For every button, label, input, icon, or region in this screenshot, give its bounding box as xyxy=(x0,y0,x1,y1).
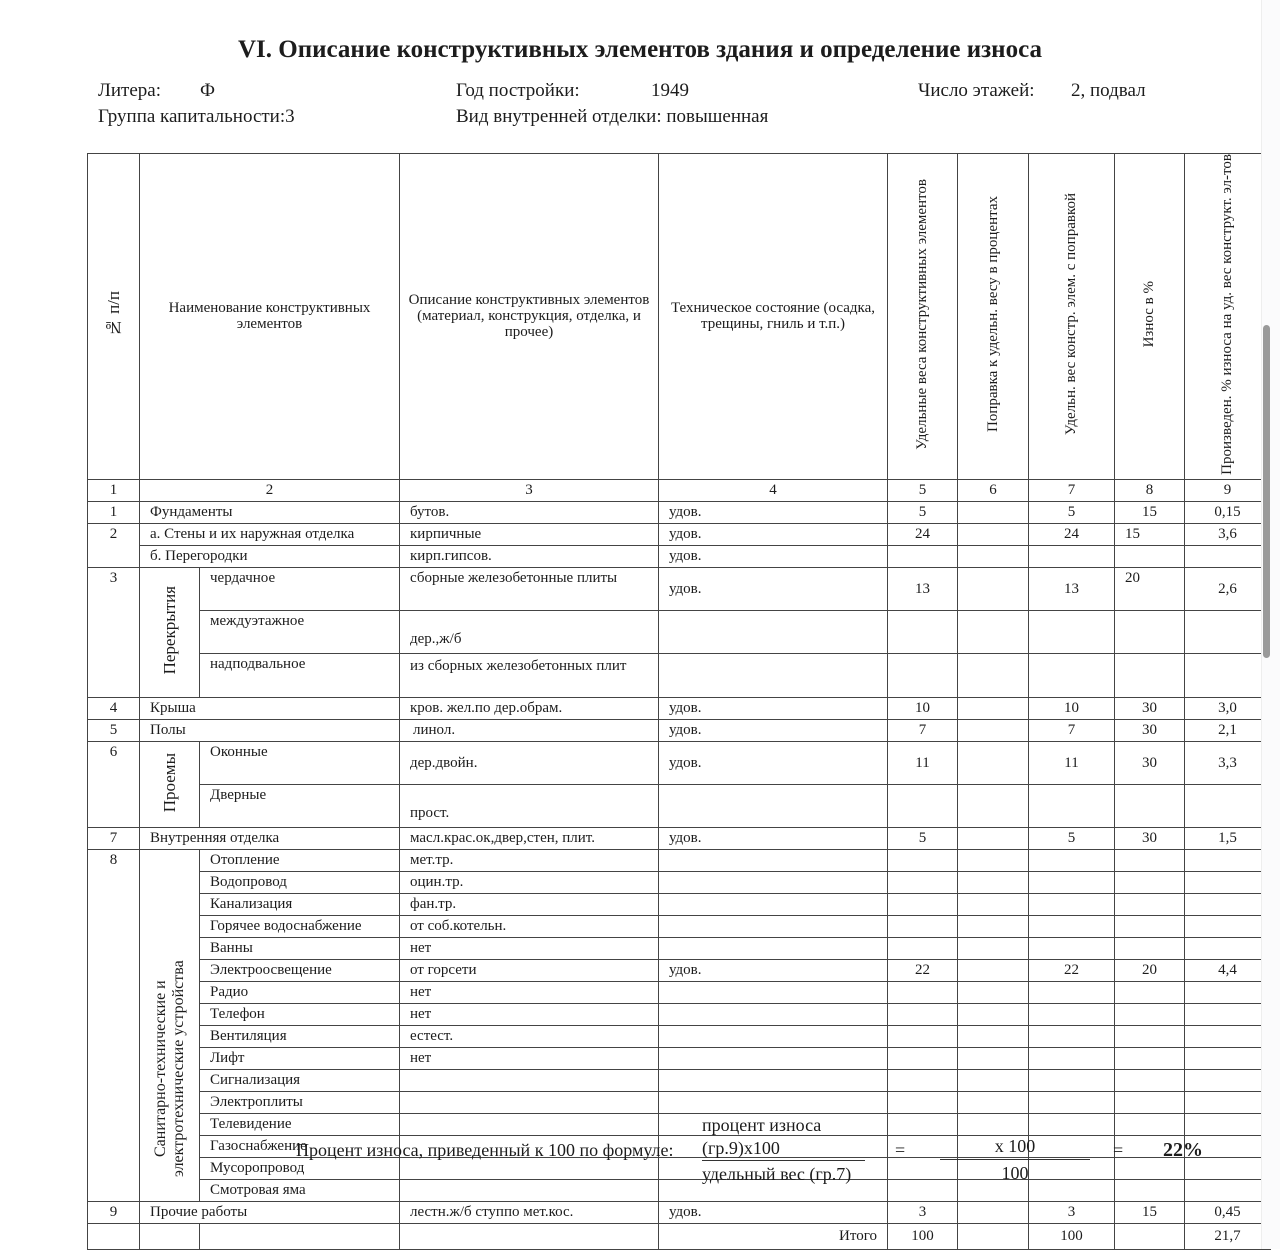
element-wear: 15 xyxy=(1115,523,1185,545)
table-row xyxy=(88,959,1271,981)
element-description: от соб.котельн. xyxy=(400,915,659,937)
empty-cell xyxy=(888,981,958,1003)
empty-cell xyxy=(1115,1025,1185,1047)
element-product: 3,0 xyxy=(1185,697,1271,719)
empty-cell xyxy=(958,1091,1029,1113)
empty-cell xyxy=(1185,849,1271,871)
empty-cell xyxy=(659,1025,888,1047)
empty-cell xyxy=(1029,981,1115,1003)
element-weight-corrected: 5 xyxy=(1029,827,1115,849)
element-weight: 22 xyxy=(888,959,958,981)
empty-cell xyxy=(958,915,1029,937)
element-description: нет xyxy=(400,937,659,959)
table-row xyxy=(88,915,1271,937)
empty-cell xyxy=(140,1223,200,1249)
total-weight-corrected: 100 xyxy=(1029,1223,1115,1249)
elements-table xyxy=(87,153,1271,1250)
empty-cell xyxy=(1115,1091,1185,1113)
header-name: Наименование конструктивных элементов xyxy=(140,154,400,480)
table-row xyxy=(88,719,1271,741)
element-description: нет xyxy=(400,981,659,1003)
empty-cell xyxy=(659,893,888,915)
table-row xyxy=(88,893,1271,915)
element-correction xyxy=(958,697,1029,719)
element-weight-corrected: 24 xyxy=(1029,523,1115,545)
table-row xyxy=(88,653,1271,697)
empty-cell xyxy=(1029,653,1115,697)
empty-cell xyxy=(1185,784,1271,827)
empty-cell xyxy=(1115,893,1185,915)
table-row xyxy=(88,937,1271,959)
element-condition: удов. xyxy=(659,501,888,523)
element-correction xyxy=(958,719,1029,741)
empty-cell xyxy=(1115,784,1185,827)
empty-cell xyxy=(1185,981,1271,1003)
empty-cell xyxy=(958,871,1029,893)
element-description: фан.тр. xyxy=(400,893,659,915)
colnum: 4 xyxy=(659,479,888,501)
empty-cell xyxy=(888,1025,958,1047)
table-row xyxy=(88,1047,1271,1069)
litera-value: Ф xyxy=(200,80,216,101)
empty-cell xyxy=(1115,545,1185,567)
empty-cell xyxy=(1185,1047,1271,1069)
empty-cell xyxy=(1029,849,1115,871)
empty-cell xyxy=(1029,610,1115,653)
row-num: 5 xyxy=(88,719,140,741)
element-wear: 15 xyxy=(1115,1201,1185,1223)
table-row xyxy=(88,501,1271,523)
empty-cell xyxy=(659,937,888,959)
element-correction xyxy=(958,827,1029,849)
element-name: Крыша xyxy=(140,697,400,719)
colnum: 1 xyxy=(88,479,140,501)
element-product: 3,6 xyxy=(1185,523,1271,545)
empty-cell xyxy=(1029,1069,1115,1091)
element-name: Прочие работы xyxy=(140,1201,400,1223)
litera-label: Литера: xyxy=(98,80,162,101)
table-row xyxy=(88,871,1271,893)
empty-cell xyxy=(1115,653,1185,697)
empty-cell xyxy=(1029,784,1115,827)
element-description: нет xyxy=(400,1047,659,1069)
table-row xyxy=(88,1135,1271,1157)
empty-cell xyxy=(1115,937,1185,959)
formula-label: Процент износа, приведенный к 100 по формуле: xyxy=(296,1140,674,1160)
colnum: 8 xyxy=(1115,479,1185,501)
element-wear: 20 xyxy=(1115,567,1185,610)
element-description: дер.двойн. xyxy=(400,741,659,784)
table-row xyxy=(88,1201,1271,1223)
element-name: Полы xyxy=(140,719,400,741)
element-name: Мусоропровод xyxy=(200,1157,400,1179)
header-description: Описание конструктивных элементов (материал, конструкция, отделка, и прочее) xyxy=(400,154,659,480)
table-row xyxy=(88,545,1271,567)
empty-cell xyxy=(659,871,888,893)
formula-mid-numerator: х 100 xyxy=(994,1136,1036,1156)
empty-cell xyxy=(1115,915,1185,937)
empty-cell xyxy=(1185,915,1271,937)
element-name: междуэтажное xyxy=(200,610,400,653)
empty-cell xyxy=(958,849,1029,871)
element-name: Ванны xyxy=(200,937,400,959)
element-wear: 30 xyxy=(1115,719,1185,741)
element-description: естест. xyxy=(400,1025,659,1047)
empty-cell xyxy=(1185,1025,1271,1047)
empty-cell xyxy=(958,610,1029,653)
element-description: масл.крас.ок,двер,стен, плит. xyxy=(400,827,659,849)
element-description: от горсети xyxy=(400,959,659,981)
element-name: Внутренняя отделка xyxy=(140,827,400,849)
empty-cell xyxy=(659,915,888,937)
element-description xyxy=(400,1091,659,1113)
element-name: Канализация xyxy=(200,893,400,915)
element-name: Фундаменты xyxy=(140,501,400,523)
empty-cell xyxy=(1029,1025,1115,1047)
empty-cell xyxy=(1185,610,1271,653)
table-row xyxy=(88,1113,1271,1135)
element-name: Газоснабжение xyxy=(200,1135,400,1157)
element-weight-corrected: 11 xyxy=(1029,741,1115,784)
formula-denominator: удельный вес (гр.7) xyxy=(702,1164,852,1184)
empty-cell xyxy=(888,784,958,827)
element-description xyxy=(400,1069,659,1091)
element-weight: 10 xyxy=(888,697,958,719)
table-row xyxy=(88,1179,1271,1201)
element-weight-corrected: 22 xyxy=(1029,959,1115,981)
colnum: 3 xyxy=(400,479,659,501)
table-row xyxy=(88,981,1271,1003)
row-num: 2 xyxy=(88,523,140,567)
table-row xyxy=(88,1069,1271,1091)
element-product: 0,45 xyxy=(1185,1201,1271,1223)
empty-cell xyxy=(1115,1113,1185,1135)
empty-cell xyxy=(1115,1223,1185,1249)
element-product: 2,1 xyxy=(1185,719,1271,741)
element-name: Телефон xyxy=(200,1003,400,1025)
table-row xyxy=(88,1003,1271,1025)
element-wear: 30 xyxy=(1115,741,1185,784)
element-name: Радио xyxy=(200,981,400,1003)
empty-cell xyxy=(1115,1047,1185,1069)
empty-cell xyxy=(958,653,1029,697)
empty-cell xyxy=(1185,653,1271,697)
empty-cell xyxy=(659,1047,888,1069)
empty-cell xyxy=(1185,937,1271,959)
empty-cell xyxy=(659,784,888,827)
element-weight: 11 xyxy=(888,741,958,784)
header-product: Произведен. % износа на уд. вес конструкт. эл-тов xyxy=(1185,154,1271,480)
element-name: чердачное xyxy=(200,567,400,610)
empty-cell xyxy=(888,1113,958,1135)
element-name: Водопровод xyxy=(200,871,400,893)
empty-cell xyxy=(1185,893,1271,915)
column-numbers-row xyxy=(88,479,1271,501)
empty-cell xyxy=(659,981,888,1003)
element-condition: удов. xyxy=(659,523,888,545)
element-description: кирп.гипсов. xyxy=(400,545,659,567)
element-correction xyxy=(958,1201,1029,1223)
element-name: Отопление xyxy=(200,849,400,871)
table-row xyxy=(88,827,1271,849)
empty-cell xyxy=(659,1069,888,1091)
empty-cell xyxy=(958,1069,1029,1091)
element-description: кров. жел.по дер.обрам. xyxy=(400,697,659,719)
empty-cell xyxy=(958,1223,1029,1249)
table-row xyxy=(88,1025,1271,1047)
header-wear: Износ в % xyxy=(1115,154,1185,480)
element-wear: 30 xyxy=(1115,697,1185,719)
empty-cell xyxy=(1115,1069,1185,1091)
element-condition: удов. xyxy=(659,741,888,784)
element-name: Сигнализация xyxy=(200,1069,400,1091)
table-row xyxy=(88,1091,1271,1113)
empty-cell xyxy=(1115,849,1185,871)
element-condition: удов. xyxy=(659,567,888,610)
element-product: 0,15 xyxy=(1185,501,1271,523)
floors-value: 2, подвал xyxy=(1071,80,1146,101)
element-weight: 24 xyxy=(888,523,958,545)
empty-cell xyxy=(659,1003,888,1025)
empty-cell xyxy=(1115,1179,1185,1201)
group-label-openings: Проемы xyxy=(140,741,200,827)
finish-type: Вид внутренней отделки: повышенная xyxy=(456,106,769,127)
empty-cell xyxy=(1029,937,1115,959)
element-name: а. Стены и их наружная отделка xyxy=(140,523,400,545)
row-num: 4 xyxy=(88,697,140,719)
element-name: Вентиляция xyxy=(200,1025,400,1047)
empty-cell xyxy=(1029,1003,1115,1025)
header-condition: Техническое состояние (осадка, трещины, гниль и т.п.) xyxy=(659,154,888,480)
element-weight-corrected: 10 xyxy=(1029,697,1115,719)
element-weight: 5 xyxy=(888,827,958,849)
empty-cell xyxy=(1029,893,1115,915)
empty-cell xyxy=(659,653,888,697)
empty-cell xyxy=(1185,1003,1271,1025)
empty-cell xyxy=(958,1003,1029,1025)
empty-cell xyxy=(1115,981,1185,1003)
element-description: нет xyxy=(400,1003,659,1025)
table-row xyxy=(88,567,1271,610)
empty-cell xyxy=(1115,1003,1185,1025)
empty-cell xyxy=(1029,1047,1115,1069)
total-weight: 100 xyxy=(888,1223,958,1249)
empty-cell xyxy=(1185,1179,1271,1201)
formula-numerator-top: процент износа xyxy=(702,1115,822,1135)
table-row xyxy=(88,849,1271,871)
element-condition: удов. xyxy=(659,719,888,741)
empty-cell xyxy=(888,1069,958,1091)
empty-cell xyxy=(200,1223,400,1249)
element-name: б. Перегородки xyxy=(140,545,400,567)
element-product: 4,4 xyxy=(1185,959,1271,981)
empty-cell xyxy=(958,893,1029,915)
element-description: оцин.тр. xyxy=(400,871,659,893)
element-name: Оконные xyxy=(200,741,400,784)
empty-cell xyxy=(958,1047,1029,1069)
colnum: 6 xyxy=(958,479,1029,501)
element-description xyxy=(400,1113,659,1135)
element-product: 3,3 xyxy=(1185,741,1271,784)
colnum: 9 xyxy=(1185,479,1271,501)
element-weight: 5 xyxy=(888,501,958,523)
element-correction xyxy=(958,523,1029,545)
empty-cell xyxy=(1029,1113,1115,1135)
empty-cell xyxy=(888,871,958,893)
element-weight: 7 xyxy=(888,719,958,741)
header-row xyxy=(88,154,1271,480)
empty-cell xyxy=(1185,871,1271,893)
empty-cell xyxy=(958,784,1029,827)
empty-cell xyxy=(659,1091,888,1113)
empty-cell xyxy=(1185,1091,1271,1113)
element-condition: удов. xyxy=(659,959,888,981)
element-description: кирпичные xyxy=(400,523,659,545)
empty-cell xyxy=(888,1047,958,1069)
empty-cell xyxy=(1029,915,1115,937)
empty-cell xyxy=(958,545,1029,567)
element-product: 1,5 xyxy=(1185,827,1271,849)
element-wear: 20 xyxy=(1115,959,1185,981)
empty-cell xyxy=(1185,1069,1271,1091)
element-name: Телевидение xyxy=(200,1113,400,1135)
element-weight-corrected: 7 xyxy=(1029,719,1115,741)
element-description: из сборных железобетонных плит xyxy=(400,653,659,697)
element-description: прост. xyxy=(400,784,659,827)
empty-cell xyxy=(1029,1091,1115,1113)
element-weight-corrected: 13 xyxy=(1029,567,1115,610)
row-num: 3 xyxy=(88,567,140,697)
element-condition: удов. xyxy=(659,545,888,567)
floors-label: Число этажей: xyxy=(918,80,1035,101)
total-label: Итого xyxy=(659,1223,888,1249)
empty-cell xyxy=(1029,871,1115,893)
empty-cell xyxy=(958,981,1029,1003)
equals-sign: = xyxy=(895,1140,906,1160)
element-product: 2,6 xyxy=(1185,567,1271,610)
empty-cell xyxy=(958,959,1029,981)
formula-mid-denominator: 100 xyxy=(1001,1163,1029,1183)
row-num: 1 xyxy=(88,501,140,523)
header-correction: Поправка к удельн. весу в процентах xyxy=(958,154,1029,480)
colnum: 7 xyxy=(1029,479,1115,501)
formula-numerator: (гр.9)х100 xyxy=(702,1138,780,1158)
formula-result: 22% xyxy=(1163,1139,1203,1161)
element-weight: 3 xyxy=(888,1201,958,1223)
empty-cell xyxy=(1185,545,1271,567)
empty-cell xyxy=(888,1091,958,1113)
header-num: № п/п xyxy=(88,154,140,480)
element-name: надподвальное xyxy=(200,653,400,697)
group-label-floors-slab: Перекрытия xyxy=(140,567,200,697)
row-num: 6 xyxy=(88,741,140,827)
table-row xyxy=(88,784,1271,827)
empty-cell xyxy=(888,915,958,937)
empty-cell xyxy=(888,937,958,959)
table-row xyxy=(88,523,1271,545)
element-correction xyxy=(958,741,1029,784)
element-description: мет.тр. xyxy=(400,849,659,871)
element-weight-corrected: 3 xyxy=(1029,1201,1115,1223)
row-num: 9 xyxy=(88,1201,140,1223)
empty-cell xyxy=(888,545,958,567)
element-weight: 13 xyxy=(888,567,958,610)
year-label: Год постройки: xyxy=(456,80,580,101)
element-condition: удов. xyxy=(659,1201,888,1223)
element-name: Смотровая яма xyxy=(200,1179,400,1201)
empty-cell xyxy=(888,1003,958,1025)
element-description: дер.,ж/б xyxy=(400,610,659,653)
table-row xyxy=(88,741,1271,784)
element-wear: 30 xyxy=(1115,827,1185,849)
fraction-line xyxy=(702,1160,865,1161)
empty-cell xyxy=(1185,1113,1271,1135)
element-name: Электроплиты xyxy=(200,1091,400,1113)
group-label-engineering: Санитарно-технические и электротехнические устройства xyxy=(140,849,200,1201)
empty-cell xyxy=(1115,871,1185,893)
engineering-section xyxy=(88,849,1271,1201)
colnum: 5 xyxy=(888,479,958,501)
element-description: бутов. xyxy=(400,501,659,523)
element-weight-corrected: 5 xyxy=(1029,501,1115,523)
header-weight: Удельные веса конструктивных элементов xyxy=(888,154,958,480)
element-description: линол. xyxy=(400,719,659,741)
capital-group: Группа капитальности:3 xyxy=(98,106,295,127)
empty-cell xyxy=(659,610,888,653)
table-row xyxy=(88,697,1271,719)
total-product: 21,7 xyxy=(1185,1223,1271,1249)
element-name: Горячее водоснабжение xyxy=(200,915,400,937)
empty-cell xyxy=(958,1113,1029,1135)
element-condition: удов. xyxy=(659,827,888,849)
element-description: сборные железобетонные плиты xyxy=(400,567,659,610)
empty-cell xyxy=(88,1223,140,1249)
header-weight-corrected: Удельн. вес констр. элем. с поправкой xyxy=(1029,154,1115,480)
element-wear: 15 xyxy=(1115,501,1185,523)
element-description xyxy=(400,1179,659,1201)
empty-cell xyxy=(888,610,958,653)
row-num: 7 xyxy=(88,827,140,849)
element-name: Лифт xyxy=(200,1047,400,1069)
element-condition: удов. xyxy=(659,697,888,719)
empty-cell xyxy=(1029,545,1115,567)
empty-cell xyxy=(1115,610,1185,653)
scrollbar-thumb[interactable] xyxy=(1263,325,1270,658)
page-title: VI. Описание конструктивных элементов здания и определение износа xyxy=(237,36,1042,63)
element-name: Электроосвещение xyxy=(200,959,400,981)
element-description: лестн.ж/б ступпо мет.кос. xyxy=(400,1201,659,1223)
empty-cell xyxy=(888,653,958,697)
empty-cell xyxy=(888,893,958,915)
empty-cell xyxy=(888,849,958,871)
empty-cell xyxy=(958,1025,1029,1047)
table-row xyxy=(88,610,1271,653)
colnum: 2 xyxy=(140,479,400,501)
fraction-line xyxy=(940,1159,1090,1160)
row-num: 8 xyxy=(88,849,140,1201)
element-correction xyxy=(958,501,1029,523)
empty-cell xyxy=(400,1223,659,1249)
year-value: 1949 xyxy=(651,80,689,101)
empty-cell xyxy=(659,849,888,871)
total-row xyxy=(88,1223,1271,1249)
table-row xyxy=(88,1157,1271,1179)
empty-cell xyxy=(958,937,1029,959)
equals-sign: = xyxy=(1113,1140,1124,1160)
element-correction xyxy=(958,567,1029,610)
element-name: Дверные xyxy=(200,784,400,827)
